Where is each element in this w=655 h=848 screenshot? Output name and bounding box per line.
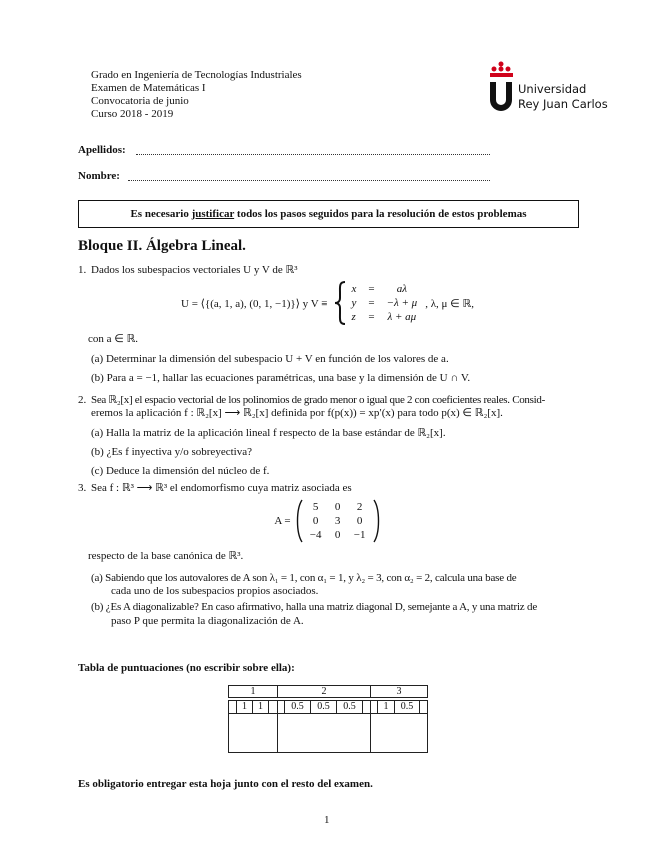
p1-equation [0, 281, 655, 325]
sys-var: y [351, 296, 357, 309]
points-cell: 1 [377, 700, 395, 714]
logo-line-1: Universidad [518, 82, 587, 96]
equation-system [351, 283, 417, 324]
p2-number: 2. [78, 394, 87, 406]
matrix-cell: −4 [309, 528, 322, 541]
sys-rhs: λ + aμ [387, 310, 417, 323]
points-cell: 1 [252, 700, 269, 714]
matrix-cell: 0 [334, 528, 341, 541]
p3-intro: Sea f : ℝ³ ⟶ ℝ³ el endomorfismo cuya matriz asociada es [91, 482, 352, 494]
p1-eq-right: , λ, μ ∈ ℝ, [425, 297, 474, 310]
p1-intro: Dados los subespacios vectoriales U y V de ℝ³ [91, 264, 298, 276]
p3-part-b-1: (b) ¿Es A diagonalizable? En caso afirmativo, halla una matriz diagonal D, semejante a A, y una matriz de [91, 601, 538, 613]
notice-text: Es necesario justificar todos los pasos seguidos para la resolución de estos problemas [130, 207, 527, 220]
section-title: Bloque II. Álgebra Lineal. [78, 238, 246, 254]
p3-part-a-1: (a) Sabiendo que los autovalores de A son λ₁ = 1, con α₁ = 1, y λ₂ = 3, con α₂ = 2, calcula una base de [91, 572, 517, 584]
points-cell: 0.5 [336, 700, 363, 714]
matrix-cell: 5 [312, 500, 319, 513]
p3-part-b-2: paso P que permita la diagonalización de A. [111, 615, 304, 627]
sys-var: z [351, 310, 356, 323]
header-year: Curso 2018 - 2019 [91, 108, 174, 120]
name-field[interactable] [128, 180, 490, 181]
matrix-cell: 3 [334, 514, 341, 527]
university-logo [487, 60, 608, 116]
p3-number: 3. [78, 482, 87, 494]
sys-var: x [351, 282, 357, 295]
matrix-cell: 0 [334, 500, 341, 513]
surname-field[interactable] [136, 154, 490, 155]
matrix-left-paren-icon [295, 499, 303, 543]
page-number: 1 [324, 814, 330, 826]
brace-icon [333, 281, 347, 325]
matrix-right-paren-icon [373, 499, 381, 543]
sys-eq: = [368, 282, 375, 295]
matrix-cell: 0 [312, 514, 319, 527]
p3-matrix [0, 499, 655, 543]
group-header: 3 [370, 685, 428, 698]
points-cell: 1 [236, 700, 253, 714]
p1-part-a: (a) Determinar la dimensión del subespacio U + V en función de los valores de a. [91, 353, 449, 365]
p2-line-1: Sea ℝ₂[x] el espacio vectorial de los polinomios de grado menor o igual que 2 con coeficientes reales. Consid- [91, 394, 545, 406]
points-cell: 0.5 [394, 700, 420, 714]
p1-condition: con a ∈ ℝ. [88, 333, 139, 345]
sys-eq: = [368, 310, 375, 323]
points-cell: 0.5 [284, 700, 311, 714]
matrix-cell: −1 [353, 528, 366, 541]
header-exam: Examen de Matemáticas I [91, 82, 206, 94]
logo-line-2: Rey Juan Carlos [518, 97, 608, 111]
surname-label: Apellidos: [78, 144, 126, 156]
matrix-cell: 0 [356, 514, 363, 527]
p1-number: 1. [78, 264, 87, 276]
p3-part-a-2: cada uno de los subespacios propios asociados. [111, 585, 319, 597]
points-cell: 0.5 [310, 700, 337, 714]
footer-note: Es obligatorio entregar esta hoja junto con el resto del examen. [78, 778, 373, 790]
sys-rhs: aλ [396, 282, 407, 295]
name-label: Nombre: [78, 170, 120, 182]
notice-box [78, 200, 579, 228]
header-degree: Grado en Ingeniería de Tecnologías Industriales [91, 69, 302, 81]
sys-rhs: −λ + μ [386, 296, 418, 309]
p2-part-c: (c) Deduce la dimensión del núcleo de f. [91, 465, 270, 477]
group-header: 2 [277, 685, 371, 698]
matrix-label: A = [274, 515, 291, 527]
header-session: Convocatoria de junio [91, 95, 189, 107]
matrix-cell: 2 [356, 500, 363, 513]
score-table-title: Tabla de puntuaciones (no escribir sobre ella): [78, 662, 295, 674]
p2-part-a: (a) Halla la matriz de la aplicación lineal f respecto de la base estándar de ℝ₂[x]. [91, 427, 446, 439]
p2-line-2: eremos la aplicación f : ℝ₂[x] ⟶ ℝ₂[x] definida por f(p(x)) = xp′(x) para todo p(x) ∈ ℝ₂[x]. [91, 407, 503, 419]
logo-emblem-icon [487, 60, 515, 116]
p2-part-b: (b) ¿Es f inyectiva y/o sobreyectiva? [91, 446, 252, 458]
p1-part-b: (b) Para a = −1, hallar las ecuaciones paramétricas, una base y la dimensión de U ∩ V. [91, 372, 471, 384]
p3-after: respecto de la base canónica de ℝ³. [88, 550, 244, 562]
matrix-grid [305, 501, 371, 542]
sys-eq: = [368, 296, 375, 309]
p1-eq-left: U = ⟨{(a, 1, a), (0, 1, −1)}⟩ y V ≡ [181, 297, 328, 310]
group-header: 1 [228, 685, 278, 698]
